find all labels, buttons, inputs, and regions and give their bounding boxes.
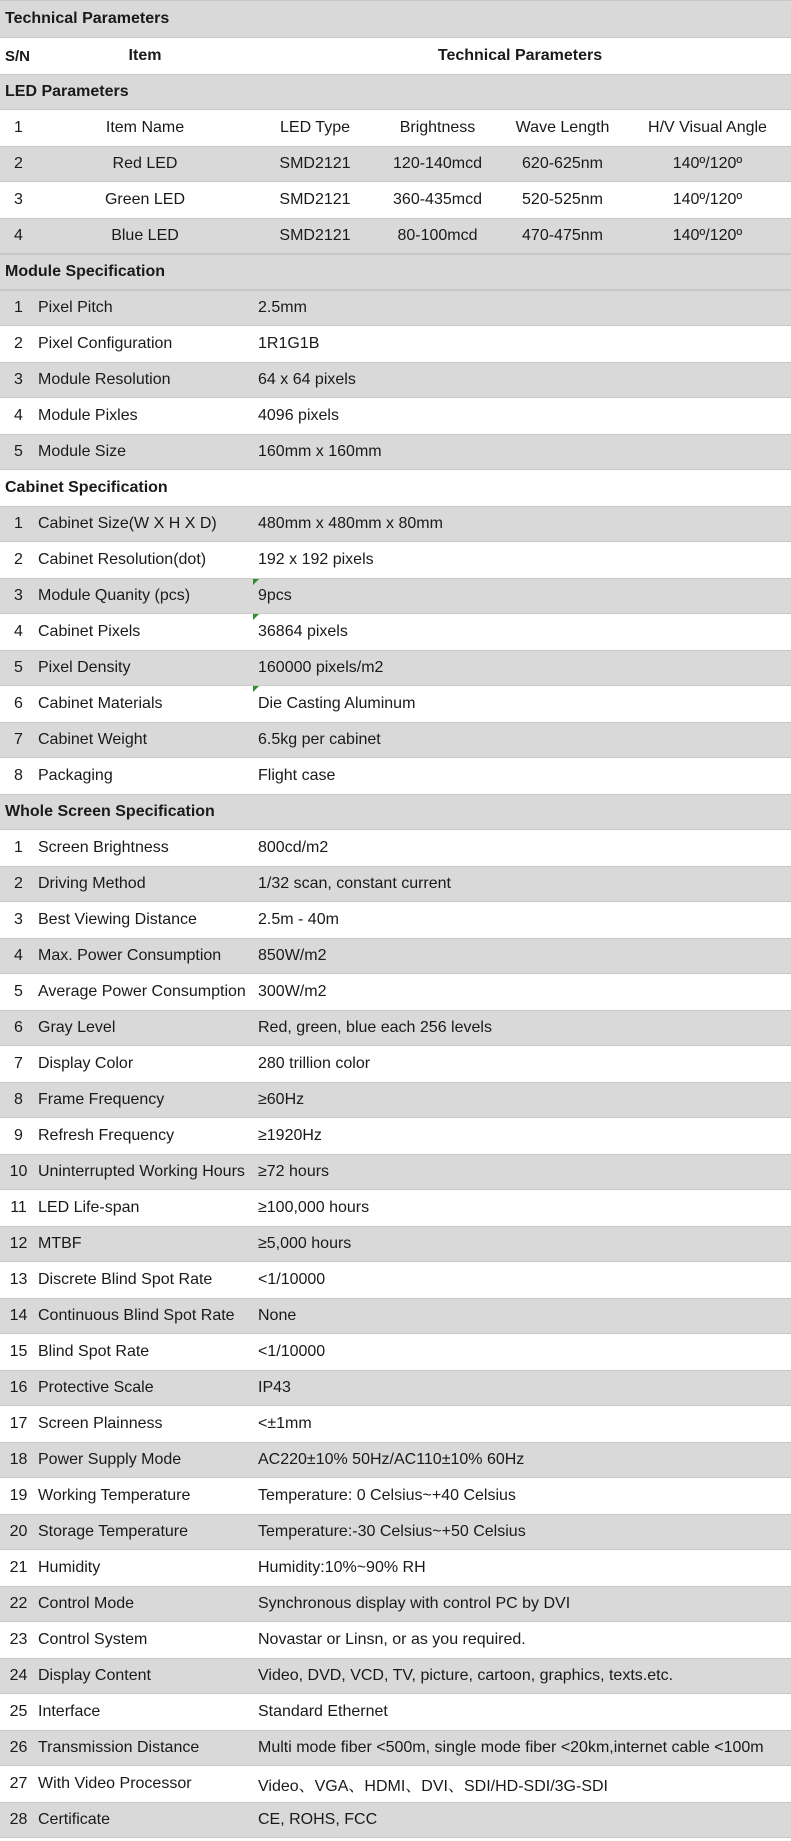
spec-value: Flight case [258,767,336,784]
spec-item: Pixel Density [38,659,131,676]
spec-value: Standard Ethernet [258,1703,388,1720]
spec-item: Pixel Pitch [38,299,113,316]
spec-item: Screen Brightness [38,839,169,856]
spec-value: 192 x 192 pixels [258,551,374,568]
spec-row [0,650,791,686]
spec-item: Display Content [38,1667,151,1684]
led-col-type: LED Type [280,119,350,136]
spec-row [0,1802,791,1838]
led-visual-angle: 140º/120º [672,191,743,208]
spec-row [0,1298,791,1334]
spec-item: Blind Spot Rate [38,1343,150,1360]
spec-row [0,1334,791,1370]
row-number: 6 [14,1019,23,1036]
row-number: 27 [9,1775,28,1792]
spec-value: 800cd/m2 [258,839,329,856]
led-brightness: 120-140mcd [393,155,482,172]
spec-value: ≥72 hours [258,1163,330,1180]
row-number: 6 [14,695,23,712]
spec-row [0,1370,791,1406]
spec-value: Red, green, blue each 256 levels [258,1019,492,1036]
led-name: Green LED [104,191,186,208]
spec-value: 160000 pixels/m2 [258,659,384,676]
spec-row [0,722,791,758]
row-number: 3 [14,371,23,388]
spec-value: Temperature:-30 Celsius~+50 Celsius [258,1523,526,1540]
spec-value: ≥1920Hz [258,1127,322,1144]
spec-row [0,1082,791,1118]
section-title: Whole Screen Specification [5,803,215,820]
column-header-item: Item [128,47,162,64]
spec-item: Interface [38,1703,101,1720]
spec-row [0,362,791,398]
led-wave-length: 620-625nm [522,155,603,172]
spec-row [0,1442,791,1478]
row-number: 11 [10,1199,27,1216]
spec-item: Module Quanity (pcs) [38,587,191,604]
led-visual-angle: 140º/120º [672,155,743,172]
led-col-angle: H/V Visual Angle [648,119,767,136]
cell-marker-icon [253,614,259,620]
row-number: 4 [14,623,23,640]
spec-row [0,974,791,1010]
spec-row [0,1694,791,1730]
row-number: 8 [14,1091,23,1108]
led-col-name: Item Name [105,119,185,136]
spec-value: Novastar or Linsn, or as you required. [258,1631,526,1648]
spec-value: <1/10000 [258,1343,326,1360]
row-number: 12 [9,1235,28,1252]
spec-row [0,686,791,722]
row-number: 5 [14,659,23,676]
spec-value: <±1mm [258,1415,312,1432]
spec-value: 160mm x 160mm [258,443,382,460]
row-number: 18 [9,1451,28,1468]
row-number: 7 [14,1055,23,1072]
spec-item: Uninterrupted Working Hours [38,1163,245,1180]
row-number: 9 [14,1127,23,1144]
section-heading-led [0,74,791,110]
spec-row [0,866,791,902]
row-number: 1 [14,515,23,532]
spec-row [0,938,791,974]
spec-row [0,1406,791,1442]
row-number: 1 [14,299,23,316]
led-visual-angle: 140º/120º [672,227,743,244]
cell-marker-icon [253,579,259,585]
row-number: 1 [14,839,23,856]
row-number: 4 [14,407,23,424]
spec-row [0,578,791,614]
spec-row [0,506,791,542]
spec-item: Discrete Blind Spot Rate [38,1271,213,1288]
spec-value: ≥5,000 hours [258,1235,352,1252]
section-heading-screen [0,794,791,830]
row-number: 10 [9,1163,28,1180]
row-number: 2 [14,875,23,892]
row-number: 13 [9,1271,28,1288]
spec-item: Driving Method [38,875,146,892]
spec-row [0,1118,791,1154]
spec-row [0,1010,791,1046]
spec-value: 850W/m2 [258,947,327,964]
row-number: 3 [14,911,23,928]
spec-value: IP43 [258,1379,291,1396]
row-number: 14 [9,1307,28,1324]
spec-value: ≥60Hz [258,1091,305,1108]
spec-value: 300W/m2 [258,983,327,1000]
spec-value: 1R1G1B [258,335,320,352]
row-number: 22 [9,1595,28,1612]
spec-value: 36864 pixels [258,623,348,640]
spec-item: Module Pixles [38,407,138,424]
led-type: SMD2121 [279,191,351,208]
spec-row [0,1514,791,1550]
spec-item: With Video Processor [38,1775,192,1792]
led-wave-length: 520-525nm [522,191,603,208]
row-number: 2 [14,551,23,568]
led-brightness: 360-435mcd [393,191,482,208]
row-number: 4 [14,227,23,244]
spec-item: Average Power Consumption [38,983,246,1000]
spec-item: Control Mode [38,1595,135,1612]
spec-row [0,902,791,938]
row-number: 17 [9,1415,28,1432]
spec-row [0,326,791,362]
row-number: 21 [9,1559,28,1576]
led-col-brightness: Brightness [399,119,476,136]
spec-value: 9pcs [258,587,292,604]
spec-item: Continuous Blind Spot Rate [38,1307,235,1324]
spec-row [0,614,791,650]
spec-row [0,1046,791,1082]
section-title: Module Specification [5,263,166,280]
spec-value: <1/10000 [258,1271,326,1288]
led-row [0,218,791,254]
spec-item: Gray Level [38,1019,116,1036]
row-number: 20 [9,1523,28,1540]
spec-item: LED Life-span [38,1199,140,1216]
spec-row [0,1622,791,1658]
led-header-row [0,110,791,146]
spec-item: Control System [38,1631,148,1648]
row-number: 4 [14,947,23,964]
led-row [0,182,791,218]
page-title: Technical Parameters [5,10,170,27]
row-number: 16 [9,1379,28,1396]
spec-item: Display Color [38,1055,134,1072]
spec-item: Working Temperature [38,1487,191,1504]
spec-item: Certificate [38,1811,111,1828]
column-header-params: Technical Parameters [437,47,603,64]
spec-row [0,1262,791,1298]
row-number: 5 [14,983,23,1000]
spec-row [0,434,791,470]
row-number: 15 [9,1343,28,1360]
spec-row [0,830,791,866]
spec-row [0,1766,791,1802]
spec-row [0,290,791,326]
led-type: SMD2121 [279,227,351,244]
spec-value: 64 x 64 pixels [258,371,356,388]
column-header-sn: S/N [5,47,31,65]
spec-value: 480mm x 480mm x 80mm [258,515,443,532]
spec-row [0,1154,791,1190]
led-row [0,146,791,182]
spec-value: Video, DVD, VCD, TV, picture, cartoon, graphics, texts.etc. [258,1667,674,1684]
spec-row [0,1550,791,1586]
spec-item: Best Viewing Distance [38,911,197,928]
spec-item: Humidity [38,1559,101,1576]
spec-item: Cabinet Size(W X H X D) [38,515,217,532]
spec-row [0,398,791,434]
spec-value: 280 trillion color [258,1055,371,1072]
row-number: 28 [9,1811,28,1828]
spec-item: Storage Temperature [38,1523,189,1540]
row-number: 2 [14,335,23,352]
spec-item: MTBF [38,1235,82,1252]
spec-row [0,758,791,794]
led-brightness: 80-100mcd [397,227,478,244]
led-type: SMD2121 [279,155,351,172]
spec-row [0,1478,791,1514]
spec-row [0,1586,791,1622]
row-number: 26 [9,1739,28,1756]
spec-value: 2.5mm [258,299,307,316]
spec-item: Power Supply Mode [38,1451,182,1468]
cell-marker-icon [253,686,259,692]
row-number: 19 [9,1487,28,1504]
row-number: 1 [14,119,23,136]
spec-value: Synchronous display with control PC by DVI [258,1595,571,1612]
section-heading-module [0,254,791,290]
section-title: Cabinet Specification [5,479,168,496]
spec-value: CE, ROHS, FCC [258,1811,378,1828]
spec-value: Video、VGA、HDMI、DVI、SDI/HD-SDI/3G-SDI [258,1777,608,1795]
spec-item: Packaging [38,767,113,784]
spec-item: Cabinet Resolution(dot) [38,551,207,568]
spec-value: Die Casting Aluminum [258,695,416,712]
spec-item: Screen Plainness [38,1415,163,1432]
led-name: Blue LED [111,227,179,244]
row-number: 2 [14,155,23,172]
spec-value: 2.5m - 40m [258,911,339,928]
spec-value: None [258,1307,297,1324]
spec-item: Frame Frequency [38,1091,165,1108]
spec-item: Cabinet Weight [38,731,148,748]
spec-item: Module Resolution [38,371,171,388]
row-number: 5 [14,443,23,460]
spec-item: Cabinet Pixels [38,623,141,640]
spec-row [0,542,791,578]
column-header-row [0,38,791,74]
row-number: 23 [9,1631,28,1648]
spec-item: Cabinet Materials [38,695,163,712]
spec-item: Pixel Configuration [38,335,173,352]
row-number: 7 [14,731,23,748]
spec-item: Module Size [38,443,127,460]
led-name: Red LED [112,155,178,172]
section-heading-cabinet [0,470,791,506]
spec-value: AC220±10% 50Hz/AC110±10% 60Hz [258,1451,525,1468]
spec-item: Transmission Distance [38,1739,200,1756]
spec-value: 6.5kg per cabinet [258,731,381,748]
spec-value: Humidity:10%~90% RH [258,1559,426,1576]
spec-row [0,1730,791,1766]
row-number: 3 [14,191,23,208]
spec-row [0,1190,791,1226]
spec-item: Refresh Frequency [38,1127,175,1144]
led-wave-length: 470-475nm [522,227,603,244]
spec-value: Temperature: 0 Celsius~+40 Celsius [258,1487,516,1504]
led-col-wave: Wave Length [515,119,610,136]
row-number: 3 [14,587,23,604]
spec-row [0,1658,791,1694]
spec-row [0,1226,791,1262]
spec-item: Protective Scale [38,1379,154,1396]
section-title: LED Parameters [5,83,129,100]
spec-item: Max. Power Consumption [38,947,222,964]
row-number: 25 [9,1703,28,1720]
title-row [0,0,791,38]
spec-value: 4096 pixels [258,407,339,424]
spec-value: Multi mode fiber <500m, single mode fiber <20km,internet cable <100m [258,1739,764,1756]
spec-value: 1/32 scan, constant current [258,875,451,892]
row-number: 24 [9,1667,28,1684]
row-number: 8 [14,767,23,784]
spec-value: ≥100,000 hours [258,1199,370,1216]
